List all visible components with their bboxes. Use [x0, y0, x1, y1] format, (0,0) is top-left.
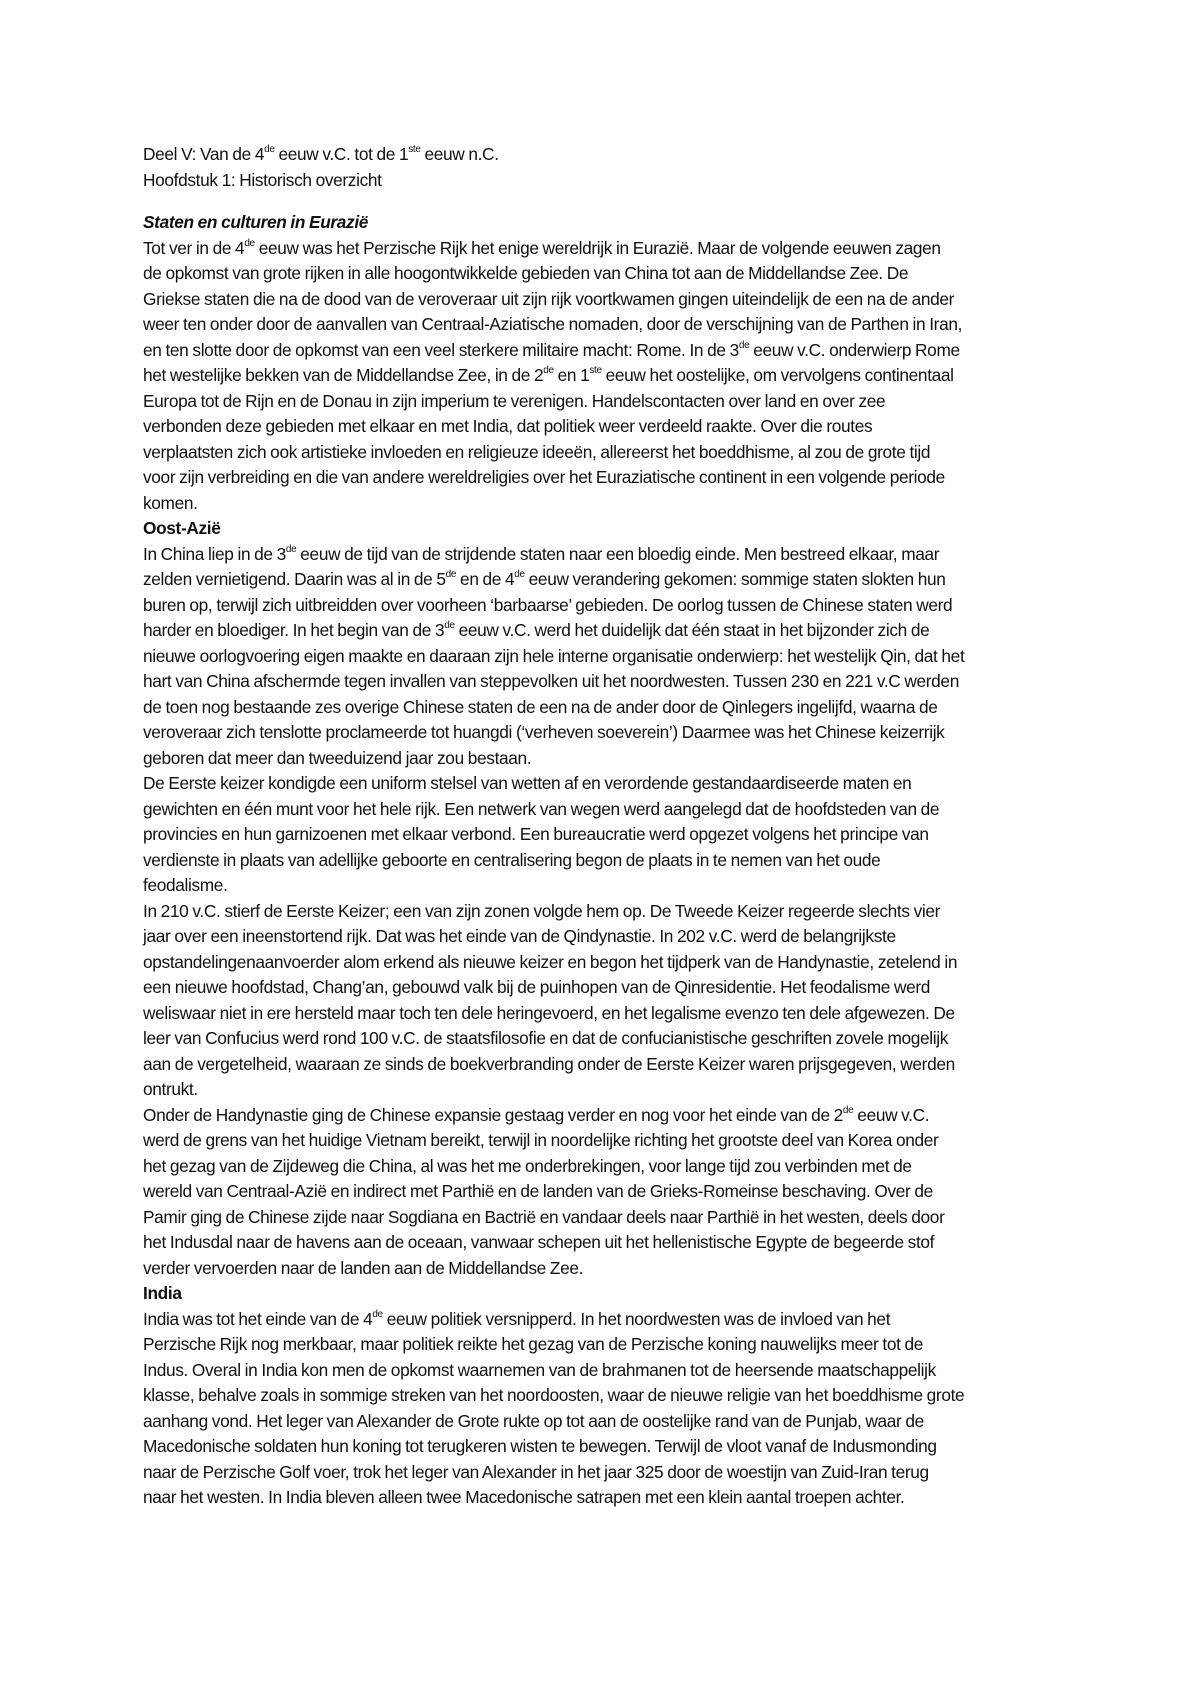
text-line: opstandelingenaanvoerder alom erkend als nieuwe keizer en begon het tijdperk van de Handynastie, zetelend in	[143, 951, 958, 972]
text-line: India was tot het einde van de 4de eeuw politiek versnipperd. In het noordwesten was de invloed van het	[143, 1308, 891, 1329]
text-line: Indus. Overal in India kon men de opkomst waarnemen van de brahmanen tot de heersende maatschappelijk	[143, 1359, 936, 1380]
text-line: aan de vergetelheid, waaraan ze sinds de boekverbranding onder de Eerste Keizer waren prijsgegeven, werden	[143, 1053, 955, 1074]
text-line: verdienste in plaats van adellijke geboorte en centralisering begon de plaats in te nemen van het oude	[143, 849, 881, 870]
text-line: komen.	[143, 492, 198, 513]
text-line: aanhang vond. Het leger van Alexander de Grote rukte op tot aan de oostelijke rand van de Punjab, waar de	[143, 1410, 924, 1431]
text-line: hart van China afschermde tegen invallen van steppevolken uit het noordwesten. Tussen 230 en 221 v.C werden	[143, 671, 959, 691]
text-line: werd de grens van het huidige Vietnam bereikt, terwijl in noordelijke richting het grootste deel van Korea onder	[143, 1130, 939, 1150]
text-line: jaar over een ineenstortend rijk. Dat was het einde van de Qindynastie. In 202 v.C. werd de belangrijkste	[143, 926, 896, 946]
text-line: ontrukt.	[143, 1079, 198, 1099]
text-line: Griekse staten die na de dood van de veroveraar uit zijn rijk voortkwamen gingen uiteindelijk de een na de ander	[143, 288, 955, 309]
text-line: weliswaar niet in ere hersteld maar toch ten dele heringevoerd, en het legalisme evenzo ten dele afgewezen. De	[143, 1002, 955, 1023]
section-heading-eurazie: Staten en culturen in Eurazië	[143, 212, 369, 232]
text-line: Pamir ging de Chinese zijde naar Sogdiana en Bactrië en vandaar deels naar Parthië in het westen, deels door	[143, 1206, 945, 1227]
section-body-eurazie	[143, 236, 1083, 517]
text-line: klasse, behalve zoals in sommige streken van het noordoosten, waar de nieuwe religie van het boeddhisme grote	[143, 1385, 965, 1405]
text-line: het westelijke bekken van de Middellandse Zee, in de 2de en 1ste eeuw het oostelijke, om vervolgens continentaal	[143, 365, 954, 385]
text-line: de opkomst van grote rijken in alle hoogontwikkelde gebieden van China tot aan de Middellandse Zee. De	[143, 263, 909, 283]
text-line: In 210 v.C. stierf de Eerste Keizer; een van zijn zonen volgde hem op. De Tweede Keizer regeerde slechts vier	[143, 900, 941, 921]
section-body-oost-azie	[143, 542, 1083, 1282]
text-line: en ten slotte door de opkomst van een veel sterkere militaire macht: Rome. In de 3de eeuw v.C. onderwierp Rome	[143, 339, 960, 360]
text-line: verder vervoerden naar de landen aan de Middellandse Zee.	[143, 1257, 584, 1278]
spacer	[143, 193, 1083, 210]
text-line: verplaatsten zich ook artistieke invloeden en religieuze ideeën, allereerst het boeddhisme, al zou de grote tijd	[143, 441, 931, 462]
section-heading-oost-azie: Oost-Azië	[143, 518, 221, 538]
text-line: veroveraar zich tenslotte proclameerde tot huangdi (‘verheven soeverein’) Daarmee was het Chinese keizerrijk	[143, 722, 945, 742]
text-line: weer ten onder door de aanvallen van Centraal-Aziatische nomaden, door de verschijning van de Parthen in Iran,	[143, 314, 963, 334]
text-line: Onder de Handynastie ging de Chinese expansie gestaag verder en nog voor het einde van de 2de eeuw v.C.	[143, 1104, 930, 1125]
section-body-india	[143, 1307, 1083, 1511]
text-line: gewichten en één munt voor het hele rijk. Een netwerk van wegen werd aangelegd dat de hoofdsteden van de	[143, 798, 940, 819]
text-line: het Indusdal naar de havens aan de oceaan, vanwaar schepen uit het hellenistische Egypte de begeerde stof	[143, 1232, 935, 1252]
text-line: Macedonische soldaten hun koning tot terugkeren wisten te bewegen. Terwijl de vloot vanaf de Indusmonding	[143, 1436, 937, 1456]
text-line: Europa tot de Rijn en de Donau in zijn imperium te verenigen. Handelscontacten over land en over zee	[143, 390, 886, 411]
text-line: De Eerste keizer kondigde een uniform stelsel van wetten af en verordende gestandaardiseerde maten en	[143, 773, 912, 793]
document-page	[143, 142, 1083, 1511]
text-line: wereld van Centraal-Azië en indirect met Parthië en de landen van de Grieks-Romeinse beschaving. Over de	[143, 1181, 933, 1201]
text-line: naar het westen. In India bleven alleen twee Macedonische satrapen met een klein aantal troepen achter.	[143, 1487, 905, 1507]
text-line: leer van Confucius werd rond 100 v.C. de staatsfilosofie en dat de confucianistische geschriften zovele mogelijk	[143, 1028, 949, 1048]
text-line: In China liep in de 3de eeuw de tijd van de strijdende staten naar een bloedig einde. Men bestreed elkaar, maar	[143, 543, 940, 564]
section-heading-india: India	[143, 1283, 182, 1303]
text-line: geboren dat meer dan tweeduizend jaar zou bestaan.	[143, 747, 532, 768]
text-line: buren op, terwijl zich uitbreidden over voorheen ‘barbaarse’ gebieden. De oorlog tussen de Chinese staten werd	[143, 594, 953, 615]
text-line: de toen nog bestaande zes overige Chinese staten de een na de ander door de Qinlegers ingelijfd, waarna de	[143, 696, 938, 717]
text-line: een nieuwe hoofdstad, Chang’an, gebouwd valk bij de puinhopen van de Qinresidentie. Het feodalisme werd	[143, 977, 931, 997]
text-line: provincies en hun garnizoenen met elkaar verbond. Een bureaucratie werd opgezet volgens het principe van	[143, 824, 929, 844]
text-line: verbonden deze gebieden met elkaar en met India, dat politiek weer verdeeld raakte. Over die routes	[143, 416, 873, 436]
part-title: Deel V: Van de 4de eeuw v.C. tot de 1ste eeuw n.C.	[143, 144, 499, 164]
text-line: het gezag van de Zijdeweg die China, al was het me onderbrekingen, voor lange tijd zou verbinden met de	[143, 1155, 912, 1176]
text-line: feodalisme.	[143, 875, 228, 895]
text-line: Tot ver in de 4de eeuw was het Perzische Rijk het enige wereldrijk in Eurazië. Maar de volgende eeuwen zagen	[143, 237, 941, 258]
text-line: voor zijn verbreiding en die van andere wereldreligies over het Euraziatische continent in een volgende periode	[143, 467, 945, 487]
chapter-title: Hoofdstuk 1: Historisch overzicht	[143, 169, 382, 190]
text-line: harder en bloediger. In het begin van de 3de eeuw v.C. werd het duidelijk dat één staat in het bijzonder zich de	[143, 620, 930, 640]
text-line: Perzische Rijk nog merkbaar, maar politiek reikte het gezag van de Perzische koning nauwelijks meer tot de	[143, 1334, 924, 1354]
text-line: zelden vernietigend. Daarin was al in de 5de en de 4de eeuw verandering gekomen: sommige staten slokten hun	[143, 569, 946, 589]
text-line: naar de Perzische Golf voer, trok het leger van Alexander in het jaar 325 door de woestijn van Zuid-Iran terug	[143, 1461, 929, 1482]
text-line: nieuwe oorlogvoering eigen maakte en daaraan zijn hele interne organisatie onderwierp: het westelijk Qin, dat het	[143, 645, 965, 666]
